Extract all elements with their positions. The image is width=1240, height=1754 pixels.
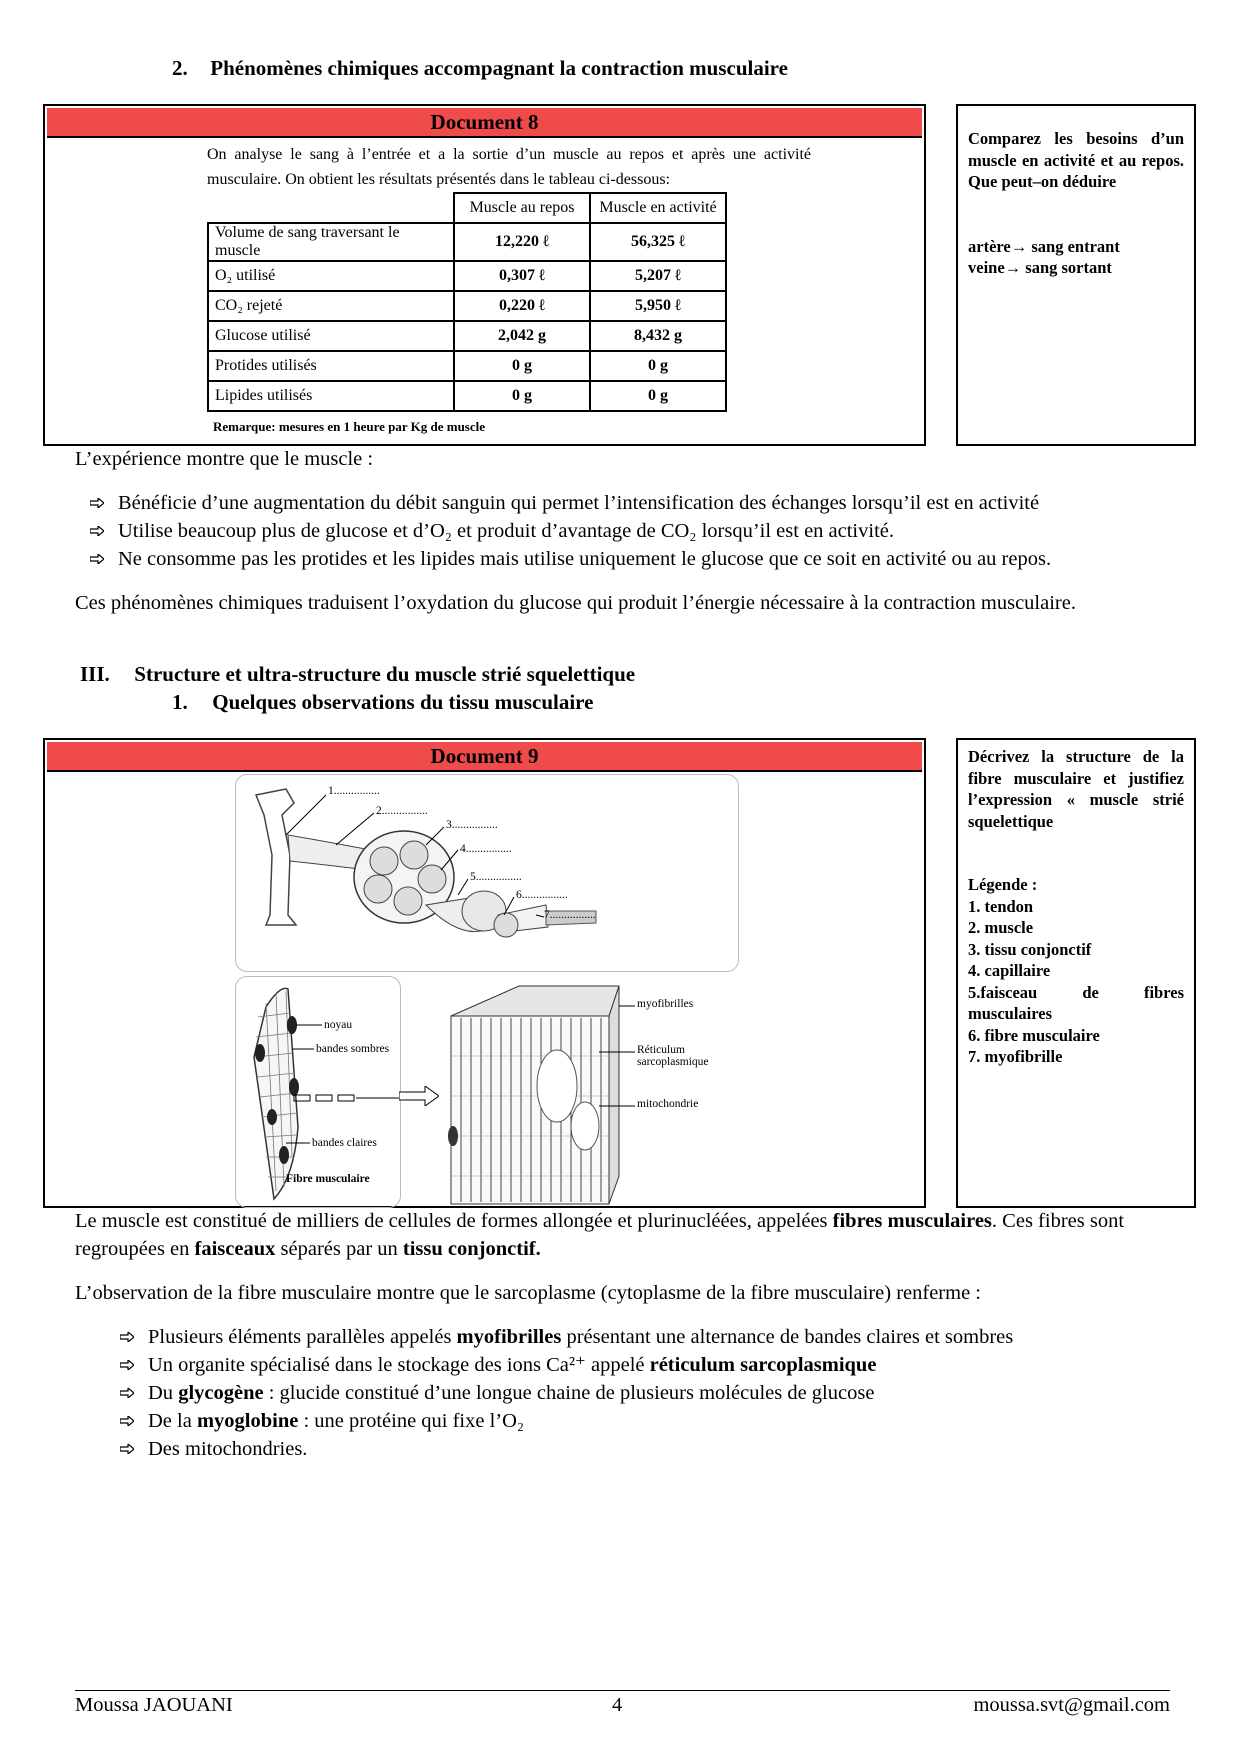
- p1-text: séparés par un: [275, 1238, 403, 1260]
- legend-item: 6. fibre musculaire: [968, 1025, 1100, 1045]
- label-bandes-sombres: bandes sombres: [316, 1043, 390, 1055]
- term-myoglobine: myoglobine: [196, 1410, 299, 1432]
- value-active: 0 g: [590, 381, 726, 411]
- term-reticulum: réticulum sarcoplasmique: [649, 1354, 877, 1376]
- value-rest: 12,220 ℓ: [454, 223, 590, 261]
- venous-line: veine→ sang sortant: [968, 258, 1112, 277]
- value-active: 8,432 g: [590, 321, 726, 351]
- item-text: présentant une alternance de bandes claires et sombres: [561, 1326, 1014, 1348]
- list-item: [120, 1323, 1013, 1351]
- label-sarcoplasmique: sarcoplasmique: [637, 1056, 709, 1068]
- item-text: De la: [148, 1410, 197, 1432]
- list-item: [90, 489, 1039, 517]
- document-8-intro: On analyse le sang à l’entrée et a la sortie d’un muscle au repos et après une activité musculaire. On obtient les résultats présentés dans le tableau ci-dessous:: [207, 146, 811, 188]
- pointer-label-1: 1................: [328, 785, 380, 797]
- label-bandes-claires: bandes claires: [312, 1137, 377, 1149]
- value-rest: 0 g: [454, 351, 590, 381]
- value-rest: 0,220 ℓ: [454, 291, 590, 321]
- fiber-description-paragraph: [75, 1207, 1170, 1263]
- table-row: [208, 351, 726, 381]
- row-label: O₂ utilisé: [208, 261, 454, 291]
- item-text: Plusieurs éléments parallèles appelés: [148, 1326, 457, 1348]
- legend-title: Légende :: [968, 875, 1038, 894]
- arrow-icon: [120, 1444, 134, 1454]
- section-3-1-number: 1.: [172, 690, 188, 714]
- document-9-title: Document 9: [47, 742, 922, 772]
- list-item: [90, 545, 1051, 573]
- label-mitochondrie: mitochondrie: [637, 1098, 699, 1110]
- legend-item: 3. tissu conjonctif: [968, 939, 1092, 959]
- document-8-title: Document 8: [47, 108, 922, 138]
- row-label: Lipides utilisés: [208, 381, 454, 411]
- arrow-icon: [120, 1360, 134, 1370]
- list-item: [120, 1435, 307, 1463]
- legend-item: 4. capillaire: [968, 961, 1051, 980]
- label-fibre-musculaire: Fibre musculaire: [286, 1173, 370, 1185]
- p1-text: . Ces fibres sont regroupées en: [75, 1210, 1125, 1260]
- row-label: Volume de sang traversant le muscle: [208, 223, 454, 261]
- question-box-9: [956, 738, 1196, 1208]
- item-text: : glucide constitué d’une longue chaine de plusieurs molécules de glucose: [263, 1382, 875, 1404]
- value-active: 5,207 ℓ: [590, 261, 726, 291]
- arrow-icon: [90, 526, 104, 536]
- legend-item: 7. myofibrille: [968, 1047, 1063, 1066]
- item-text: : une protéine qui fixe l’O₂: [298, 1410, 525, 1432]
- question-box-8: [956, 104, 1196, 446]
- section-3-number: III.: [80, 662, 110, 686]
- term-glycogene: glycogène: [178, 1382, 264, 1404]
- row-label: Protides utilisés: [208, 351, 454, 381]
- pointer-label-6: 6................: [516, 889, 568, 901]
- bullet-text: Bénéficie d’une augmentation du débit sanguin qui permet l’intensification des échanges lorsqu’il est en activité: [118, 492, 1040, 514]
- value-rest: 0 g: [454, 381, 590, 411]
- bullet-text: Ne consomme pas les protides et les lipides mais utilise uniquement le glucose que ce soit en activité ou au repos.: [118, 548, 1052, 570]
- footer-author: Moussa JAOUANI: [75, 1694, 233, 1716]
- question-8-text: Comparez les besoins d’un muscle en activité et au repos. Que peut–on déduire: [968, 129, 1184, 191]
- list-item: [120, 1351, 876, 1379]
- experience-intro: L’expérience montre que le muscle :: [75, 448, 374, 470]
- arrow-icon: [90, 554, 104, 564]
- footer-email: moussa.svt@gmail.com: [973, 1694, 1170, 1716]
- list-item: [90, 517, 894, 545]
- pointer-label-2: 2................: [376, 805, 428, 817]
- arrow-icon: [120, 1332, 134, 1342]
- col-header-active: Muscle en activité: [590, 193, 726, 223]
- table-row: [208, 381, 726, 411]
- term-faisceaux: faisceaux: [194, 1238, 276, 1260]
- section-3-1-title: Quelques observations du tissu musculaire: [212, 690, 594, 714]
- arrow-icon: [90, 498, 104, 508]
- list-item: [120, 1407, 524, 1435]
- document-8: [43, 104, 926, 446]
- p1-text: Le muscle est constitué de milliers de cellules de formes allongée et plurinucléées, appelées: [75, 1210, 833, 1232]
- label-noyau: noyau: [324, 1019, 353, 1031]
- ultrastructure-diagram: [439, 976, 709, 1208]
- value-rest: 0,307 ℓ: [454, 261, 590, 291]
- section-3-heading: [80, 662, 635, 687]
- value-active: 56,325 ℓ: [590, 223, 726, 261]
- row-label: Glucose utilisé: [208, 321, 454, 351]
- pointer-label-5: 5................: [470, 871, 522, 883]
- value-active: 0 g: [590, 351, 726, 381]
- muscle-organization-diagram: [235, 774, 739, 972]
- arrow-icon: [120, 1416, 134, 1426]
- table-row: [208, 261, 726, 291]
- document-8-table: [207, 192, 727, 412]
- item-text: Des mitochondries.: [148, 1438, 308, 1460]
- table-row: [208, 321, 726, 351]
- footer-rule: [75, 1690, 1170, 1691]
- item-text: Un organite spécialisé dans le stockage des ions Ca²⁺ appelé: [148, 1354, 650, 1376]
- section-3-1-heading: [172, 690, 593, 715]
- sarcoplasm-paragraph: L’observation de la fibre musculaire montre que le sarcoplasme (cytoplasme de la fibre musculaire) renferme :: [75, 1282, 982, 1304]
- legend-item: 5.faisceau de fibres musculaires: [968, 982, 1184, 1023]
- value-active: 5,950 ℓ: [590, 291, 726, 321]
- chemical-conclusion: Ces phénomènes chimiques traduisent l’oxydation du glucose qui produit l’énergie nécessaire à la contraction musculaire.: [75, 592, 1076, 614]
- term-tissu-conjonctif: tissu conjonctif.: [402, 1238, 541, 1260]
- myofibril-block-illustration: [439, 976, 699, 1208]
- pointer-label-3: 3................: [446, 819, 498, 831]
- label-reticulum: Réticulum: [637, 1044, 685, 1056]
- col-header-rest: Muscle au repos: [454, 193, 590, 223]
- arrow-icon: [120, 1388, 134, 1398]
- document-9: [43, 738, 926, 1208]
- footer-page-number: 4: [612, 1694, 623, 1716]
- section-2-number: 2.: [172, 56, 188, 80]
- fiber-diagram: [235, 976, 401, 1208]
- arrow-right-icon: [399, 1086, 439, 1106]
- term-myofibrilles: myofibrilles: [456, 1326, 562, 1348]
- label-myofibrilles: myofibrilles: [637, 998, 694, 1010]
- legend-item: 2. muscle: [968, 918, 1034, 937]
- list-item: [120, 1379, 874, 1407]
- bullet-text: Utilise beaucoup plus de glucose et d’O₂ et produit d’avantage de CO₂ lorsqu’il est en activité.: [118, 520, 894, 542]
- term-fibres-musculaires: fibres musculaires: [832, 1210, 992, 1232]
- value-rest: 2,042 g: [454, 321, 590, 351]
- section-3-title: Structure et ultra-structure du muscle strié squelettique: [134, 662, 636, 686]
- legend-item: 1. tendon: [968, 896, 1034, 916]
- pointer-label-4: 4................: [460, 843, 512, 855]
- section-2-heading: [172, 56, 788, 81]
- arterial-line: artère→ sang entrant: [968, 236, 1120, 256]
- question-9-text: Décrivez la structure de la fibre musculaire et justifiez l’expression « muscle strié squelettique: [968, 747, 1184, 831]
- document-8-remark: Remarque: mesures en 1 heure par Kg de muscle: [213, 419, 486, 434]
- item-text: Du: [148, 1382, 179, 1404]
- table-row: [208, 291, 726, 321]
- pointer-label-7: 7................: [544, 909, 596, 921]
- section-2-title: Phénomènes chimiques accompagnant la contraction musculaire: [210, 56, 788, 80]
- row-label: CO₂ rejeté: [208, 291, 454, 321]
- table-row: [208, 223, 726, 261]
